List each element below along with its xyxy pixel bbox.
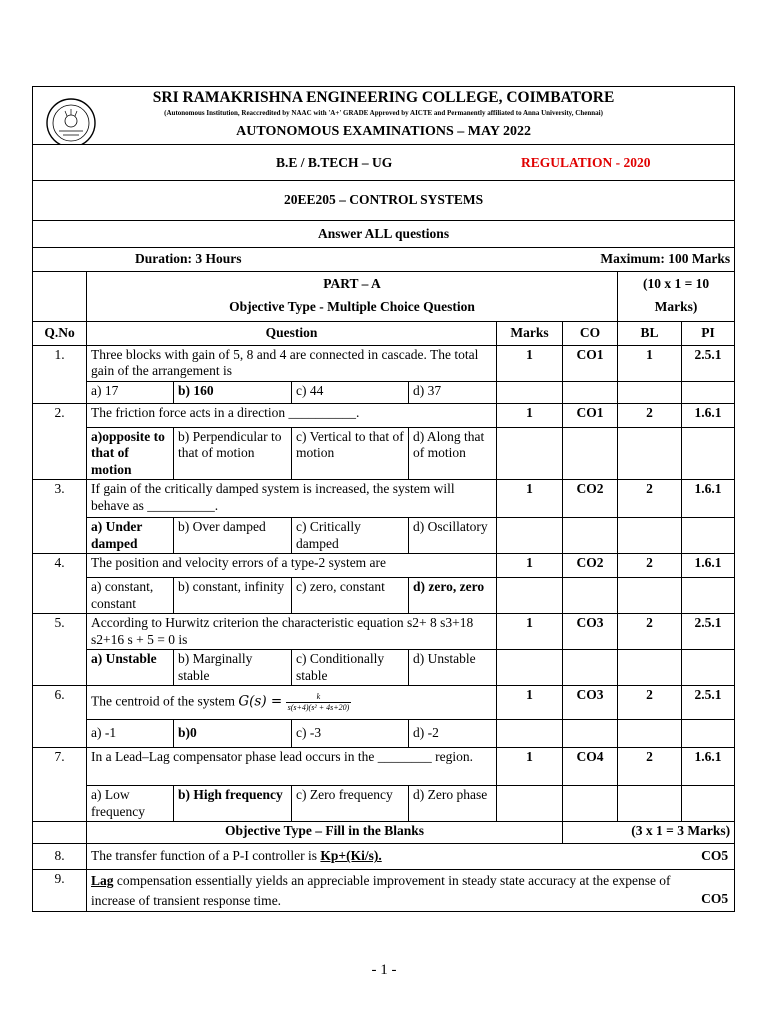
fill-blanks-title: Objective Type – Fill in the Blanks <box>87 822 563 844</box>
options-row-5 <box>33 650 735 686</box>
pi-2: 1.6.1 <box>682 403 735 427</box>
option-2d: d) Along that of motion <box>409 427 497 479</box>
co-1: CO1 <box>563 346 618 382</box>
duration-row <box>33 248 735 272</box>
page-number: - 1 - <box>371 962 397 978</box>
empty-cell <box>497 650 563 686</box>
question-text-7: In a Lead–Lag compensator phase lead occurs in the ________ region. <box>87 748 497 786</box>
empty-cell <box>563 518 618 554</box>
col-qno: Q.No <box>33 322 87 346</box>
option-4c: c) zero, constant <box>292 578 409 614</box>
option-7c: c) Zero frequency <box>292 786 409 822</box>
options-row-3 <box>33 518 735 554</box>
part-a-subtitle: Objective Type - Multiple Choice Question <box>229 298 475 314</box>
college-seal-icon <box>45 97 97 145</box>
empty-cell <box>618 518 682 554</box>
options-row-2 <box>33 427 735 479</box>
empty-cell <box>618 578 682 614</box>
bl-4: 2 <box>618 554 682 578</box>
pi-6: 2.5.1 <box>682 686 735 720</box>
fraction-numerator: k <box>286 692 352 703</box>
question-text-6 <box>87 686 497 720</box>
question-text-9 <box>87 870 735 912</box>
option-3d: d) Oscillatory <box>409 518 497 554</box>
qno-9: 9. <box>33 870 87 912</box>
empty-cell <box>682 578 735 614</box>
question-row-7 <box>33 748 735 786</box>
pi-3: 1.6.1 <box>682 480 735 518</box>
empty-cell <box>497 786 563 822</box>
option-7d: d) Zero phase <box>409 786 497 822</box>
options-row-7 <box>33 786 735 822</box>
question-6-prefix: The centroid of the system <box>91 693 235 709</box>
option-2b: b) Perpendicular to that of motion <box>174 427 292 479</box>
question-text-1: Three blocks with gain of 5, 8 and 4 are connected in cascade. The total gain of the arrangement is <box>87 346 497 382</box>
qno-4: 4. <box>33 554 87 614</box>
bl-3: 2 <box>618 480 682 518</box>
question-text-8 <box>87 844 735 870</box>
question-row-8 <box>33 844 735 870</box>
options-row-1 <box>33 381 735 403</box>
question-6-math-lhs: G(s) = <box>238 693 283 710</box>
qno-3: 3. <box>33 480 87 554</box>
option-6a: a) -1 <box>87 720 174 748</box>
empty-cell <box>618 650 682 686</box>
part-a-marks <box>618 272 735 322</box>
exam-title: AUTONOMOUS EXAMINATIONS – MAY 2022 <box>236 124 531 140</box>
empty-cell <box>682 381 735 403</box>
option-6c: c) -3 <box>292 720 409 748</box>
question-row-9 <box>33 870 735 912</box>
program-label: B.E / B.TECH – UG <box>276 155 393 170</box>
empty-cell <box>682 720 735 748</box>
max-marks-label: Maximum: 100 Marks <box>600 251 731 266</box>
pi-5: 2.5.1 <box>682 614 735 650</box>
qno-1: 1. <box>33 346 87 404</box>
part-a-title: PART – A <box>323 276 381 291</box>
option-3b: b) Over damped <box>174 518 292 554</box>
empty-cell <box>497 518 563 554</box>
options-row-6 <box>33 720 735 748</box>
empty-cell <box>682 786 735 822</box>
qno-8: 8. <box>33 844 87 870</box>
option-3a: a) Under damped <box>87 518 174 554</box>
option-6b: b)0 <box>174 720 292 748</box>
question-9-text: compensation essentially yields an appreciable improvement in steady state accuracy at the expense of increase of transient response time. <box>91 873 671 908</box>
qno-7: 7. <box>33 748 87 822</box>
part-a-blank-cell <box>33 272 87 322</box>
option-4b: b) constant, infinity <box>174 578 292 614</box>
empty-cell <box>497 720 563 748</box>
question-row-4 <box>33 554 735 578</box>
marks-1: 1 <box>497 346 563 382</box>
co-4: CO2 <box>563 554 618 578</box>
bl-2: 2 <box>618 403 682 427</box>
column-header-row <box>33 322 735 346</box>
option-1d: d) 37 <box>409 381 497 403</box>
empty-cell <box>618 720 682 748</box>
empty-cell <box>682 650 735 686</box>
part-a-marks-line2: Marks) <box>654 298 698 314</box>
question-row-1 <box>33 346 735 382</box>
question-row-3 <box>33 480 735 518</box>
empty-cell <box>563 578 618 614</box>
option-5d: d) Unstable <box>409 650 497 686</box>
part-a-marks-line1: (10 x 1 = 10 <box>642 276 710 291</box>
marks-7: 1 <box>497 748 563 786</box>
col-pi: PI <box>682 322 735 346</box>
empty-cell <box>618 786 682 822</box>
question-8-text: The transfer function of a P-I controller is <box>91 848 321 864</box>
empty-cell <box>682 427 735 479</box>
course-title: 20EE205 – CONTROL SYSTEMS <box>33 181 735 221</box>
empty-cell <box>497 427 563 479</box>
instruction-line: Answer ALL questions <box>33 221 735 248</box>
part-a-heading <box>87 272 618 322</box>
bl-5: 2 <box>618 614 682 650</box>
marks-4: 1 <box>497 554 563 578</box>
question-row-5 <box>33 614 735 650</box>
option-5b: b) Marginally stable <box>174 650 292 686</box>
program-row <box>33 145 735 181</box>
question-text-2: The friction force acts in a direction __________. <box>87 403 497 427</box>
co-6: CO3 <box>563 686 618 720</box>
marks-5: 1 <box>497 614 563 650</box>
regulation-label: REGULATION - 2020 <box>521 155 651 170</box>
option-2a: a)opposite to that of motion <box>87 427 174 479</box>
bl-7: 2 <box>618 748 682 786</box>
question-row-2 <box>33 403 735 427</box>
fill-blanks-marks: (3 x 1 = 3 Marks) <box>563 822 735 844</box>
question-text-4: The position and velocity errors of a type-2 system are <box>87 554 497 578</box>
empty-cell <box>33 822 87 844</box>
option-5a: a) Unstable <box>87 650 174 686</box>
pi-7: 1.6.1 <box>682 748 735 786</box>
question-text-3: If gain of the critically damped system is increased, the system will behave as __________. <box>87 480 497 518</box>
question-8-answer: Kp+(Ki/s). <box>320 848 382 864</box>
exam-paper-table <box>32 86 735 912</box>
question-9-answer: Lag <box>91 873 114 889</box>
marks-3: 1 <box>497 480 563 518</box>
option-4a: a) constant, constant <box>87 578 174 614</box>
college-name: SRI RAMAKRISHNA ENGINEERING COLLEGE, COIMBATORE <box>152 89 615 106</box>
option-3c: c) Critically damped <box>292 518 409 554</box>
fill-blanks-header-row <box>33 822 735 844</box>
option-1c: c) 44 <box>292 381 409 403</box>
co-2: CO1 <box>563 403 618 427</box>
marks-6: 1 <box>497 686 563 720</box>
option-1b: b) 160 <box>174 381 292 403</box>
co-3: CO2 <box>563 480 618 518</box>
pi-1: 2.5.1 <box>682 346 735 382</box>
empty-cell <box>563 650 618 686</box>
co-8: CO5 <box>701 848 729 864</box>
empty-cell <box>497 381 563 403</box>
fraction-denominator: s(s+4)(s² + 4s+20) <box>287 703 350 713</box>
empty-cell <box>563 381 618 403</box>
college-accreditation: (Autonomous Institution, Reaccredited by NAAC with 'A+' GRADE Approved by AICTE and Permanently affiliated to Anna University, Chennai) <box>164 108 603 117</box>
qno-5: 5. <box>33 614 87 686</box>
col-question: Question <box>87 322 497 346</box>
empty-cell <box>618 427 682 479</box>
empty-cell <box>497 578 563 614</box>
option-6d: d) -2 <box>409 720 497 748</box>
option-1a: a) 17 <box>87 381 174 403</box>
college-header <box>33 87 735 145</box>
co-5: CO3 <box>563 614 618 650</box>
options-row-4 <box>33 578 735 614</box>
qno-2: 2. <box>33 403 87 479</box>
empty-cell <box>563 720 618 748</box>
question-row-6 <box>33 686 735 720</box>
option-5c: c) Conditionally stable <box>292 650 409 686</box>
option-4d: d) zero, zero <box>409 578 497 614</box>
option-7b: b) High frequency <box>174 786 292 822</box>
transfer-function-fraction <box>286 692 352 713</box>
empty-cell <box>563 786 618 822</box>
empty-cell <box>618 381 682 403</box>
empty-cell <box>563 427 618 479</box>
option-2c: c) Vertical to that of motion <box>292 427 409 479</box>
col-marks: Marks <box>497 322 563 346</box>
co-7: CO4 <box>563 748 618 786</box>
empty-cell <box>682 518 735 554</box>
pi-4: 1.6.1 <box>682 554 735 578</box>
question-text-5: According to Hurwitz criterion the characteristic equation s2+ 8 s3+18 s2+16 s + 5 = 0 is <box>87 614 497 650</box>
option-7a: a) Low frequency <box>87 786 174 822</box>
col-bl: BL <box>618 322 682 346</box>
col-co: CO <box>563 322 618 346</box>
marks-2: 1 <box>497 403 563 427</box>
qno-6: 6. <box>33 686 87 748</box>
co-9: CO5 <box>701 890 729 906</box>
duration-label: Duration: 3 Hours <box>135 251 242 266</box>
bl-1: 1 <box>618 346 682 382</box>
bl-6: 2 <box>618 686 682 720</box>
